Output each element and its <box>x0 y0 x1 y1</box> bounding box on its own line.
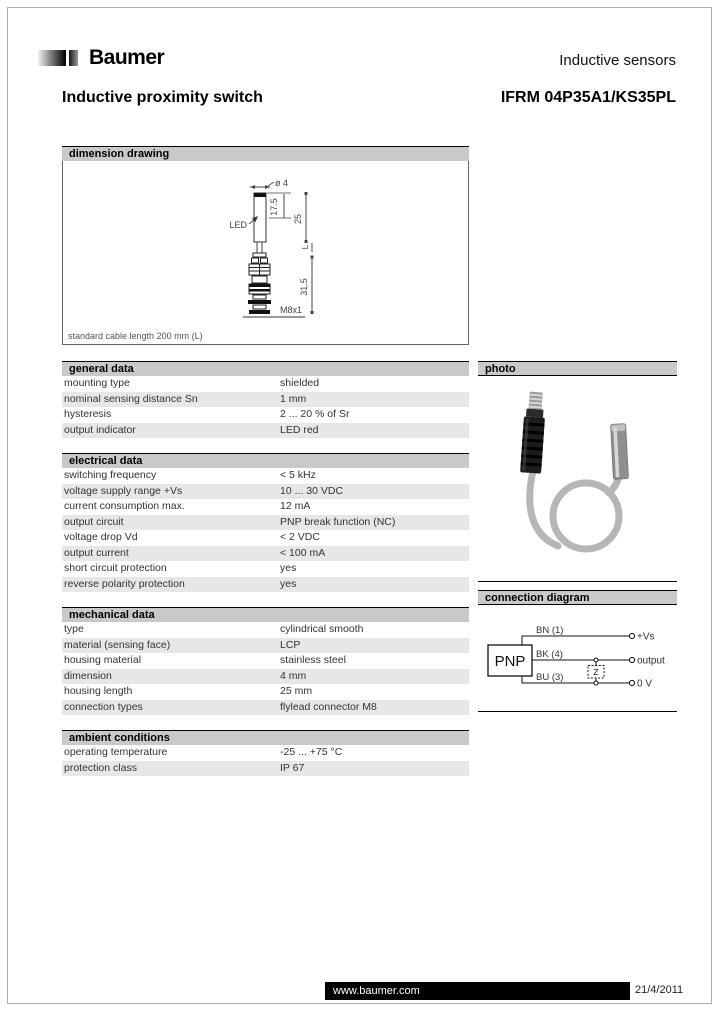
spec-value: 2 ... 20 % of Sr <box>280 408 350 420</box>
dim-length-b-label: 25 <box>293 213 303 225</box>
spec-label: output circuit <box>64 515 124 528</box>
table-row <box>62 653 469 669</box>
table-row <box>62 423 469 439</box>
connection-diagram-graphic <box>478 605 675 711</box>
spec-label: housing material <box>64 654 142 666</box>
spec-value: PNP break function (NC) <box>280 515 396 528</box>
table-row <box>62 499 469 515</box>
footer-website-bar[interactable]: www.baumer.com <box>325 982 630 1000</box>
connection-diagram <box>478 605 677 712</box>
table-row <box>62 761 469 777</box>
spec-value: yes <box>280 577 297 590</box>
spec-label: operating temperature <box>64 746 168 758</box>
left-column <box>62 146 469 791</box>
dim-diameter-label: ø 4 <box>275 178 289 188</box>
product-code: IFRM 04P35A1/KS35PL <box>500 89 676 106</box>
table-row <box>62 484 469 500</box>
load-label: Z <box>593 667 599 677</box>
spec-label: housing length <box>64 685 133 697</box>
section-header-dimension-drawing: dimension drawing <box>62 146 469 161</box>
wire-label: BU (3) <box>536 672 564 683</box>
cable-length-note: standard cable length 200 mm (L) <box>68 331 203 341</box>
table-row <box>62 407 469 423</box>
spec-label: material (sensing face) <box>64 638 171 651</box>
spec-label: short circuit protection <box>64 562 167 574</box>
section-header-connection-diagram: connection diagram <box>478 590 677 605</box>
spec-rows <box>62 376 469 438</box>
table-row <box>62 468 469 484</box>
spec-label: type <box>64 623 84 635</box>
wire-label: BN (1) <box>536 625 564 636</box>
terminal-label: output <box>637 655 665 667</box>
section-header: general data <box>62 361 469 376</box>
table-row <box>62 669 469 685</box>
footer-date: 21/4/2011 <box>635 984 684 996</box>
table-row <box>62 684 469 700</box>
section-header: electrical data <box>62 453 469 468</box>
table-row <box>62 638 469 654</box>
table-row <box>62 376 469 392</box>
dim-cable-label: L <box>300 244 310 250</box>
table-row <box>62 577 469 593</box>
spec-label: reverse polarity protection <box>64 577 185 590</box>
dimension-drawing <box>62 161 469 345</box>
spec-value: < 2 VDC <box>280 531 320 543</box>
product-category: Inductive sensors <box>559 52 676 69</box>
logo-mark-icon <box>69 50 78 66</box>
section-header: mechanical data <box>62 607 469 622</box>
spec-value: shielded <box>280 377 320 389</box>
table-row <box>62 392 469 408</box>
sensor-barrel-icon <box>611 424 629 480</box>
spec-rows <box>62 745 469 776</box>
spec-value: flylead connector M8 <box>280 700 377 713</box>
table-row <box>62 700 469 716</box>
spec-label: hysteresis <box>64 408 112 420</box>
spec-section <box>62 730 469 776</box>
spec-label: switching frequency <box>64 469 157 481</box>
spec-label: output indicator <box>64 423 136 436</box>
spec-value: LCP <box>280 638 301 651</box>
brand-logo <box>38 46 164 70</box>
spec-value: 25 mm <box>280 685 313 697</box>
spec-label: dimension <box>64 669 112 682</box>
product-photo-graphic <box>478 376 675 581</box>
spec-label: mounting type <box>64 377 130 389</box>
spec-label: voltage supply range +Vs <box>64 484 183 497</box>
connector-icon <box>520 391 547 473</box>
spec-label: voltage drop Vd <box>64 531 138 543</box>
table-row <box>62 546 469 562</box>
dim-connector-length-label: 31.5 <box>299 278 309 296</box>
spec-value: -25 ... +75 °C <box>280 746 343 758</box>
terminal-label: 0 V <box>637 678 653 690</box>
right-column <box>478 361 677 712</box>
spec-section <box>62 607 469 715</box>
spec-label: protection class <box>64 761 137 774</box>
logo-mark-icon <box>38 50 66 66</box>
spec-section <box>62 361 469 438</box>
spec-rows <box>62 622 469 715</box>
wire-label: BK (4) <box>536 649 563 660</box>
spec-label: output current <box>64 546 129 559</box>
table-row <box>62 561 469 577</box>
spec-value: < 5 kHz <box>280 469 316 481</box>
device-type-label: PNP <box>494 653 526 670</box>
spec-section <box>62 453 469 592</box>
dimension-drawing-graphic <box>63 161 468 343</box>
spec-value: stainless steel <box>280 654 346 666</box>
spec-value: < 100 mA <box>280 546 326 559</box>
dim-length-a-label: 17.5 <box>269 198 279 216</box>
spec-value: 1 mm <box>280 392 307 405</box>
table-row <box>62 530 469 546</box>
spec-rows <box>62 468 469 592</box>
section-header: ambient conditions <box>62 730 469 745</box>
table-row <box>62 622 469 638</box>
spec-value: 4 mm <box>280 669 307 682</box>
spec-tables <box>62 361 469 776</box>
terminal-label: +Vs <box>637 631 655 643</box>
section-header-photo: photo <box>478 361 677 376</box>
table-row <box>62 745 469 761</box>
spec-value: cylindrical smooth <box>280 623 364 635</box>
table-row <box>62 515 469 531</box>
page-title: Inductive proximity switch <box>62 89 263 106</box>
thread-label: M8x1 <box>280 305 303 315</box>
led-label: LED <box>229 220 247 230</box>
spec-value: 10 ... 30 VDC <box>280 484 344 497</box>
spec-value: IP 67 <box>280 761 305 774</box>
spec-label: nominal sensing distance Sn <box>64 392 198 405</box>
product-photo <box>478 376 677 582</box>
brand-name: Baumer <box>89 46 165 69</box>
spec-label: current consumption max. <box>64 500 185 512</box>
spec-label: connection types <box>64 700 143 713</box>
spec-value: 12 mA <box>280 500 311 512</box>
spec-value: yes <box>280 562 297 574</box>
spec-value: LED red <box>280 423 319 436</box>
